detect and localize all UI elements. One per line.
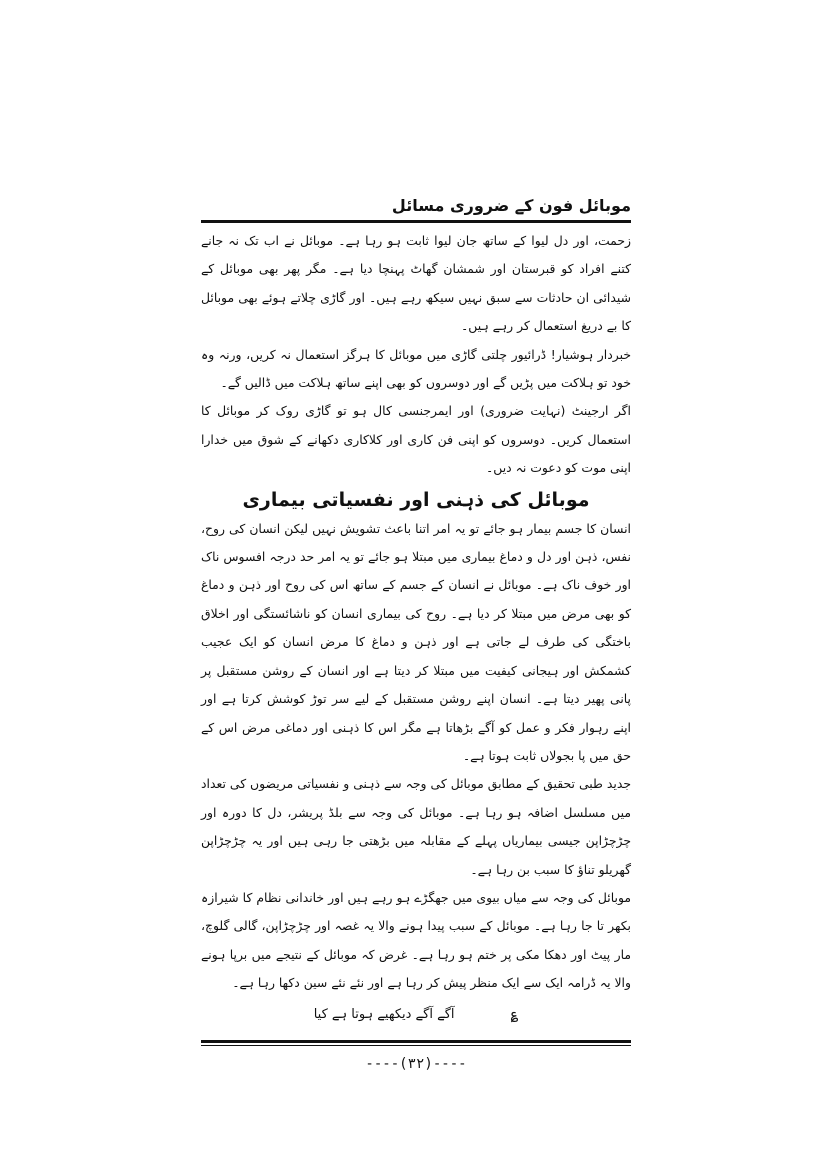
verse-marker: ؏ [510, 1006, 519, 1022]
page-number: ----(۳۲)---- [365, 1055, 467, 1072]
verse-text: آگے آگے دیکھیے ہوتا ہے کیا [313, 1006, 455, 1022]
running-header: موبائل فون کے ضروری مسائل [391, 196, 631, 215]
paragraph-5: جدید طبی تحقیق کے مطابق موبائل کی وجہ سے ذہنی و نفسیاتی مریضوں کی تعداد میں مسلسل اضافہ ہو رہا ہے۔ موبائل کی وجہ سے بلڈ پریشر، دل کا دورہ اور چڑچڑاپن جیسی بیماریاں پہلے کے مقابلہ میں بڑھتی جا رہی ہیں اور یہ چڑچڑاپن گھریلو تناؤ کا سبب بن رہا ہے۔ [201, 776, 631, 877]
paragraph-3: اگر ارجینٹ (نہایت ضروری) اور ایمرجنسی کال ہو تو گاڑی روک کر موبائل کا استعمال کریں۔ دوسروں کو اپنی فن کاری اور کلاکاری دکھانے کے شوق میں خدارا اپنی موت کو دعوت نہ دیں۔ [201, 403, 631, 476]
paragraph-2: خبردار ہوشیار! ڈرائیور چلتی گاڑی میں موبائل کا ہرگز استعمال نہ کریں، ورنہ وہ خود تو ہلاکت میں پڑیں گے اور دوسروں کو بھی اپنے ساتھ ہلاکت میں ڈالیں گے۔ [201, 346, 631, 391]
paragraph-1: زحمت، اور دل لیوا کے ساتھ جان لیوا ثابت ہو رہا ہے۔ موبائل نے اب تک نہ جانے کتنے افراد کو قبرستان اور شمشان گھاٹ پہنچا دیا ہے۔ مگر پھر بھی موبائل کے شیدائی ان حادثات سے سبق نہیں سیکھ رہے ہیں۔ اور گاڑی چلاتے ہوئے بھی موبائل کا بے دریغ استعمال کر رہے ہیں۔ [201, 233, 631, 334]
paragraph-4: انسان کا جسم بیمار ہو جائے تو یہ امر اتنا باعث تشویش نہیں لیکن انسان کی روح، نفس، ذہن اور دل و دماغ بیماری میں مبتلا ہو جائے تو یہ امر حد درجہ افسوس ناک اور خوف ناک ہے۔ موبائل نے انسان کے جسم کے ساتھ اس کی روح اور ذہن و دماغ کو بھی مرض میں مبتلا کر دیا ہے۔ روح کی بیماری انسان کو ناشائستگی اور اخلاق باختگی کی طرف لے جاتی ہے اور ذہن و دماغ کا مرض انسان کو ایک عجیب کشمکش اور ہیجانی کیفیت میں مبتلا کر دیتا ہے اور انسان کے روشن مستقبل پر پانی پھیر دیتا ہے۔ انسان اپنے روشن مستقبل کے لیے سر توڑ کوشش کرتا ہے اور اپنے رہوار فکر و عمل کو آگے بڑھاتا ہے مگر اس کا ذہنی اور دماغی مرض اس کے حق میں پا بجولاں ثابت ہوتا ہے۔ [201, 520, 631, 763]
paragraph-6: موبائل کی وجہ سے میاں بیوی میں جھگڑے ہو رہے ہیں اور خاندانی نظام کا شیرازہ بکھر تا جا رہا ہے۔ موبائل کے سبب پیدا ہونے والا یہ غصہ اور چڑچڑاپن، گالی گلوچ، مار پیٹ اور دھکا مکی پر ختم ہو رہا ہے۔ غرض کہ موبائل کے نتیجے میں برپا ہونے والا یہ ڈرامہ ایک سے ایک منظر پیش کر رہا ہے اور نئے نئے سین دکھا رہا ہے۔ [201, 889, 631, 991]
footer-rule [201, 1040, 631, 1046]
book-page [201, 196, 631, 1072]
section-title: موبائل کی ذہنی اور نفسیاتی بیماری [242, 488, 590, 511]
header-rule [201, 220, 631, 223]
verse-line [201, 1000, 631, 1030]
